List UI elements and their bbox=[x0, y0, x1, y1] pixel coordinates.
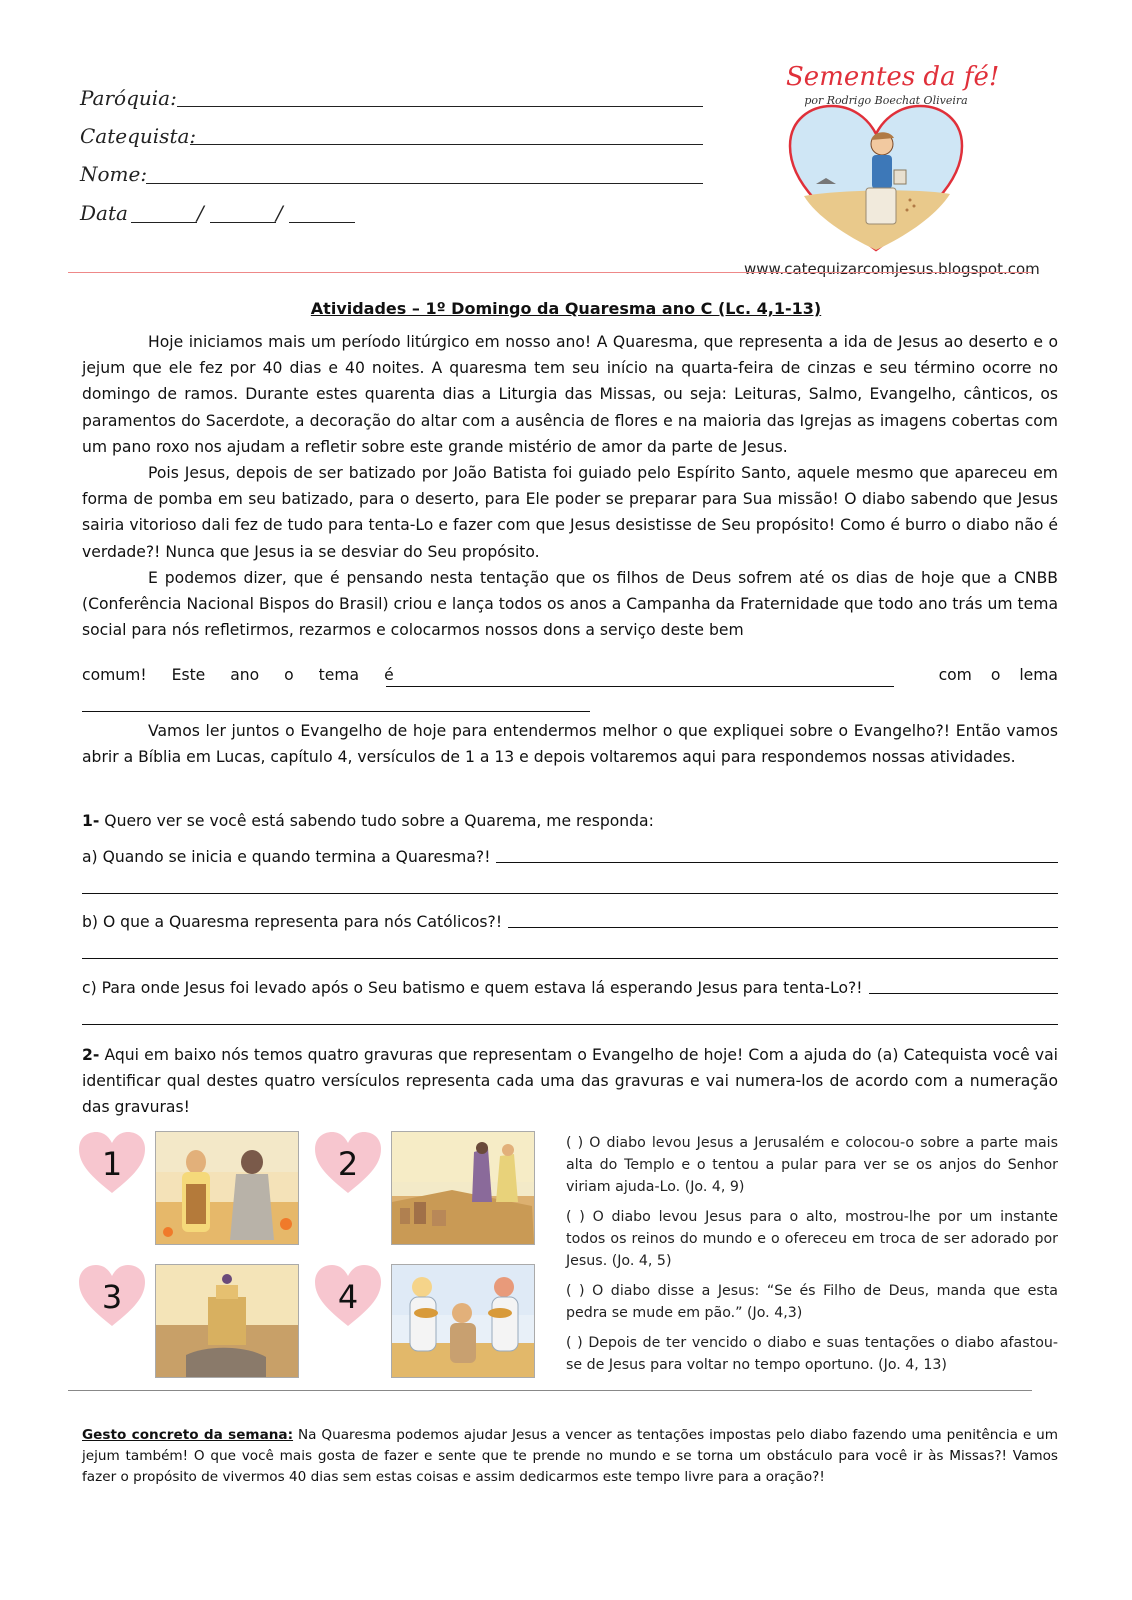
paragraph-1: Hoje iniciamos mais um período litúrgico em nosso ano! A Quaresma, que representa a ida de Jesus ao deserto e o jejum que ele fez por 40 dias e 40 noites. A quaresma tem seu início na quarta-feira de cinzas e seu término ocorre no domingo de ramos. Durante estes quarenta dias a Liturgia das Missas, ou seja: Leituras, Salmo, Evangelho, cânticos, os paramentos do Sacerdote, a decoração do altar com a ausência de flores e na maioria das Igrejas as imagens cobertas com um pano roxo nos ajudam a refletir sobre este grande mistério de amor da parte de Jesus. bbox=[82, 333, 1058, 456]
question-1c bbox=[82, 979, 1058, 997]
weekly-gesture-label: Gesto concreto da semana: bbox=[82, 1427, 294, 1443]
paragraph-2: Pois Jesus, depois de ser batizado por João Batista foi guiado pelo Espírito Santo, aquele mesmo que apareceu em forma de pomba em seu batizado, para o deserto, para Ele poder se preparar para Sua missão! O diabo sabendo que Jesus sairia vitorioso dali fez de tudo para tenta-Lo e fazer com que Jesus desistisse de Seu propósito! Como é burro o diabo não é verdade?! Nunca que Jesus ia se desviar do Seu propósito. bbox=[82, 464, 1058, 561]
engraving-temple bbox=[155, 1264, 299, 1378]
question-1c-field[interactable] bbox=[869, 993, 1058, 994]
question-2 bbox=[82, 1042, 1058, 1121]
heart-number-2 bbox=[314, 1131, 382, 1195]
answer-line[interactable] bbox=[82, 958, 1058, 959]
website-url: www.catequizarcomjesus.blogspot.com bbox=[744, 260, 1040, 278]
option-2: ( ) O diabo levou Jesus para o alto, mostrou-lhe por um instante todos os reinos do mundo e o ofereceu em troca de ser adorado por Jesus. (Jo. 4, 5) bbox=[566, 1209, 1058, 1269]
logo-subtitle: por Rodrigo Boechat Oliveira bbox=[804, 94, 968, 107]
question-1b bbox=[82, 913, 1058, 931]
question-1b-text: b) O que a Quaresma representa para nós Católicos?! bbox=[82, 913, 503, 931]
engraving-kingdoms bbox=[391, 1131, 535, 1245]
date-day-field[interactable] bbox=[131, 222, 197, 223]
answer-line[interactable] bbox=[82, 893, 1058, 894]
question-1c-text: c) Para onde Jesus foi levado após o Seu batismo e quem estava lá esperando Jesus para tenta-Lo?! bbox=[82, 979, 863, 997]
heart-number: 4 bbox=[337, 1278, 359, 1316]
date-separator: / bbox=[197, 201, 204, 225]
parish-label: Paróquia: bbox=[80, 86, 177, 110]
paragraph-4: Vamos ler juntos o Evangelho de hoje para entendermos melhor o que expliquei sobre o Evangelho?! Então vamos abrir a Bíblia em Lucas, capítulo 4, versículos de 1 a 13 e depois voltaremos aqui para respondemos nossas atividades. bbox=[82, 722, 1058, 767]
engraving-image bbox=[392, 1265, 534, 1377]
heart-number-3 bbox=[78, 1264, 146, 1328]
option-1: ( ) O diabo levou Jesus a Jerusalém e colocou-o sobre a parte mais alta do Templo e o tentou a pular para ver se os anjos do Senhor viriam ajuda-Lo. (Jo. 4, 9) bbox=[566, 1135, 1058, 1195]
question-1-prompt: Quero ver se você está sabendo tudo sobre a Quarema, me responda: bbox=[104, 812, 654, 830]
option-3: ( ) O diabo disse a Jesus: “Se és Filho de Deus, manda que esta pedra se mude em pão.” (Jo. 4,3) bbox=[566, 1283, 1058, 1321]
date-year-field[interactable] bbox=[289, 222, 355, 223]
motto-field[interactable] bbox=[82, 711, 590, 712]
date-label: Data bbox=[80, 201, 128, 225]
weekly-gesture-text: Na Quaresma podemos ajudar Jesus a vencer as tentações impostas pelo diabo fazendo uma penitência e um jejum também! O que você mais gosta de fazer e sente que te prende no mundo e se torna um obstáculo para você ir às Missas?! Vamos fazer o propósito de vivermos 40 dias sem estas coisas e assim dedicarmos este tempo livre para a oração?! bbox=[82, 1427, 1058, 1485]
gospel-intro bbox=[82, 718, 1058, 770]
engraving-image bbox=[156, 1265, 298, 1377]
heart-number: 3 bbox=[101, 1278, 123, 1316]
theme-line bbox=[82, 666, 1058, 692]
name-label: Nome: bbox=[80, 162, 148, 186]
engraving-angels bbox=[391, 1264, 535, 1378]
heart-number: 1 bbox=[101, 1145, 123, 1183]
answer-line[interactable] bbox=[82, 1024, 1058, 1025]
catechist-label: Catequista: bbox=[80, 124, 197, 148]
theme-prompt: comum! Este ano o tema é bbox=[82, 666, 394, 684]
question-1 bbox=[82, 812, 654, 830]
weekly-gesture bbox=[82, 1425, 1058, 1488]
heart-number-1 bbox=[78, 1131, 146, 1195]
engraving-image bbox=[156, 1132, 298, 1244]
question-2-prompt: Aqui em baixo nós temos quatro gravuras que representam o Evangelho de hoje! Com a ajuda do (a) Catequista você vai identificar qual destes quatro versículos representa cada uma das gravuras e vai numera-los de acordo com a numeração das gravuras! bbox=[82, 1046, 1058, 1117]
date-month-field[interactable] bbox=[210, 222, 276, 223]
catechist-field[interactable] bbox=[190, 144, 703, 145]
question-1b-field[interactable] bbox=[508, 927, 1058, 928]
page-title: Atividades – 1º Domingo da Quaresma ano C (Lc. 4,1-13) bbox=[310, 299, 822, 318]
paragraph-3: E podemos dizer, que é pensando nesta tentação que os filhos de Deus sofrem até os dias de hoje que a CNBB (Conferência Nacional Bispos do Brasil) criou e lança todos os anos a Campanha da Fraternidade que todo ano trás um tema social para nós refletirmos, rezarmos e colocarmos nossos dons a serviço deste bem bbox=[82, 568, 1058, 640]
logo-title: Sementes da fé! bbox=[786, 62, 1000, 92]
heart-number: 2 bbox=[337, 1145, 359, 1183]
engraving-image bbox=[392, 1132, 534, 1244]
question-1-number: 1- bbox=[82, 812, 100, 830]
name-field[interactable] bbox=[146, 183, 703, 184]
logo bbox=[786, 58, 1000, 264]
question-1a bbox=[82, 848, 1058, 866]
option-4: ( ) Depois de ter vencido o diabo e suas tentações o diabo afastou-se de Jesus para voltar no tempo oportuno. (Jo. 4, 13) bbox=[566, 1335, 1058, 1373]
parish-field[interactable] bbox=[177, 106, 703, 107]
sower-heart-image bbox=[786, 104, 966, 254]
footer-divider bbox=[68, 1390, 1032, 1391]
question-1a-field[interactable] bbox=[496, 862, 1058, 863]
date-separator: / bbox=[276, 201, 283, 225]
header-divider bbox=[68, 272, 1032, 273]
question-1a-text: a) Quando se inicia e quando termina a Quaresma?! bbox=[82, 848, 491, 866]
theme-field[interactable] bbox=[386, 686, 894, 687]
question-2-number: 2- bbox=[82, 1046, 100, 1064]
engraving-stone-bread bbox=[155, 1131, 299, 1245]
heart-number-4 bbox=[314, 1264, 382, 1328]
intro-text bbox=[82, 329, 1058, 643]
motto-prompt: com o lema bbox=[938, 666, 1058, 684]
